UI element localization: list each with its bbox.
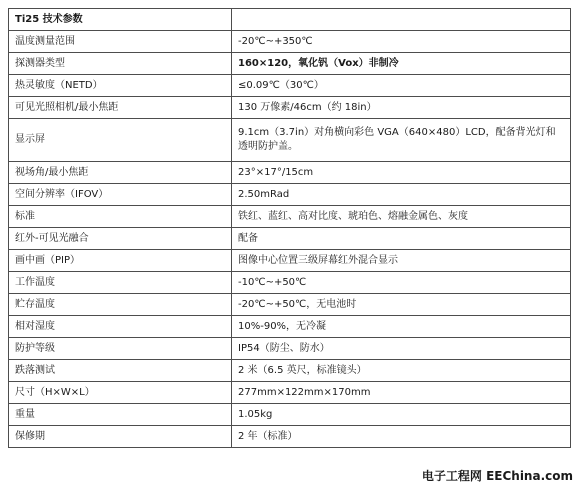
table-row: [9, 382, 571, 404]
row-label: 工作温度: [9, 272, 232, 294]
watermark: 电子工程网 EEChina.com: [421, 469, 573, 483]
row-label: 空间分辨率（IFOV）: [9, 184, 232, 206]
row-label: 贮存温度: [9, 294, 232, 316]
row-value: 10%-90%，无冷凝: [232, 316, 571, 338]
row-label: 防护等级: [9, 338, 232, 360]
row-value: 2 米（6.5 英尺，标准镜头）: [232, 360, 571, 382]
row-label: 可见光照相机/最小焦距: [9, 97, 232, 119]
table-row: [9, 31, 571, 53]
spec-table: [8, 8, 571, 448]
row-label: 显示屏: [9, 119, 232, 162]
table-row: [9, 184, 571, 206]
table-row: [9, 53, 571, 75]
row-label: 尺寸（H×W×L）: [9, 382, 232, 404]
row-value: ≤0.09℃（30℃）: [232, 75, 571, 97]
table-title-empty-cell: [232, 9, 571, 31]
row-label: 温度测量范围: [9, 31, 232, 53]
table-row: [9, 75, 571, 97]
row-label: 跌落测试: [9, 360, 232, 382]
table-row: [9, 97, 571, 119]
table-title-row: [9, 9, 571, 31]
row-label: 探测器类型: [9, 53, 232, 75]
table-row: [9, 338, 571, 360]
table-row: [9, 404, 571, 426]
table-title: Ti25 技术参数: [9, 9, 232, 31]
row-label: 相对湿度: [9, 316, 232, 338]
row-value: 铁红、蓝红、高对比度、琥珀色、熔融金属色、灰度: [232, 206, 571, 228]
row-value: 130 万像素/46cm（约 18in）: [232, 97, 571, 119]
row-value: 9.1cm（3.7in）对角横向彩色 VGA（640×480）LCD，配备背光灯和透明防护盖。: [232, 119, 571, 162]
row-label: 视场角/最小焦距: [9, 162, 232, 184]
row-value: IP54（防尘、防水）: [232, 338, 571, 360]
table-row: [9, 316, 571, 338]
table-row: [9, 294, 571, 316]
table-row: [9, 250, 571, 272]
table-row: [9, 360, 571, 382]
row-value: 2 年（标准）: [232, 426, 571, 448]
row-value: 277mm×122mm×170mm: [232, 382, 571, 404]
row-label: 保修期: [9, 426, 232, 448]
table-row: [9, 206, 571, 228]
row-value: 1.05kg: [232, 404, 571, 426]
row-value: 配备: [232, 228, 571, 250]
row-value: 图像中心位置三级屏幕红外混合显示: [232, 250, 571, 272]
row-label: 标准: [9, 206, 232, 228]
row-value: 2.50mRad: [232, 184, 571, 206]
table-row: [9, 426, 571, 448]
row-label: 画中画（PIP）: [9, 250, 232, 272]
row-value: -20℃~+50℃，无电池时: [232, 294, 571, 316]
row-value: -20℃~+350℃: [232, 31, 571, 53]
table-row: [9, 228, 571, 250]
table-row: [9, 272, 571, 294]
table-row: [9, 119, 571, 162]
row-label: 红外-可见光融合: [9, 228, 232, 250]
table-row: [9, 162, 571, 184]
row-value: 23°×17°/15cm: [232, 162, 571, 184]
row-value: -10℃~+50℃: [232, 272, 571, 294]
row-label: 热灵敏度（NETD）: [9, 75, 232, 97]
row-label: 重量: [9, 404, 232, 426]
row-value: 160×120，氧化钒（Vox）非制冷: [232, 53, 571, 75]
